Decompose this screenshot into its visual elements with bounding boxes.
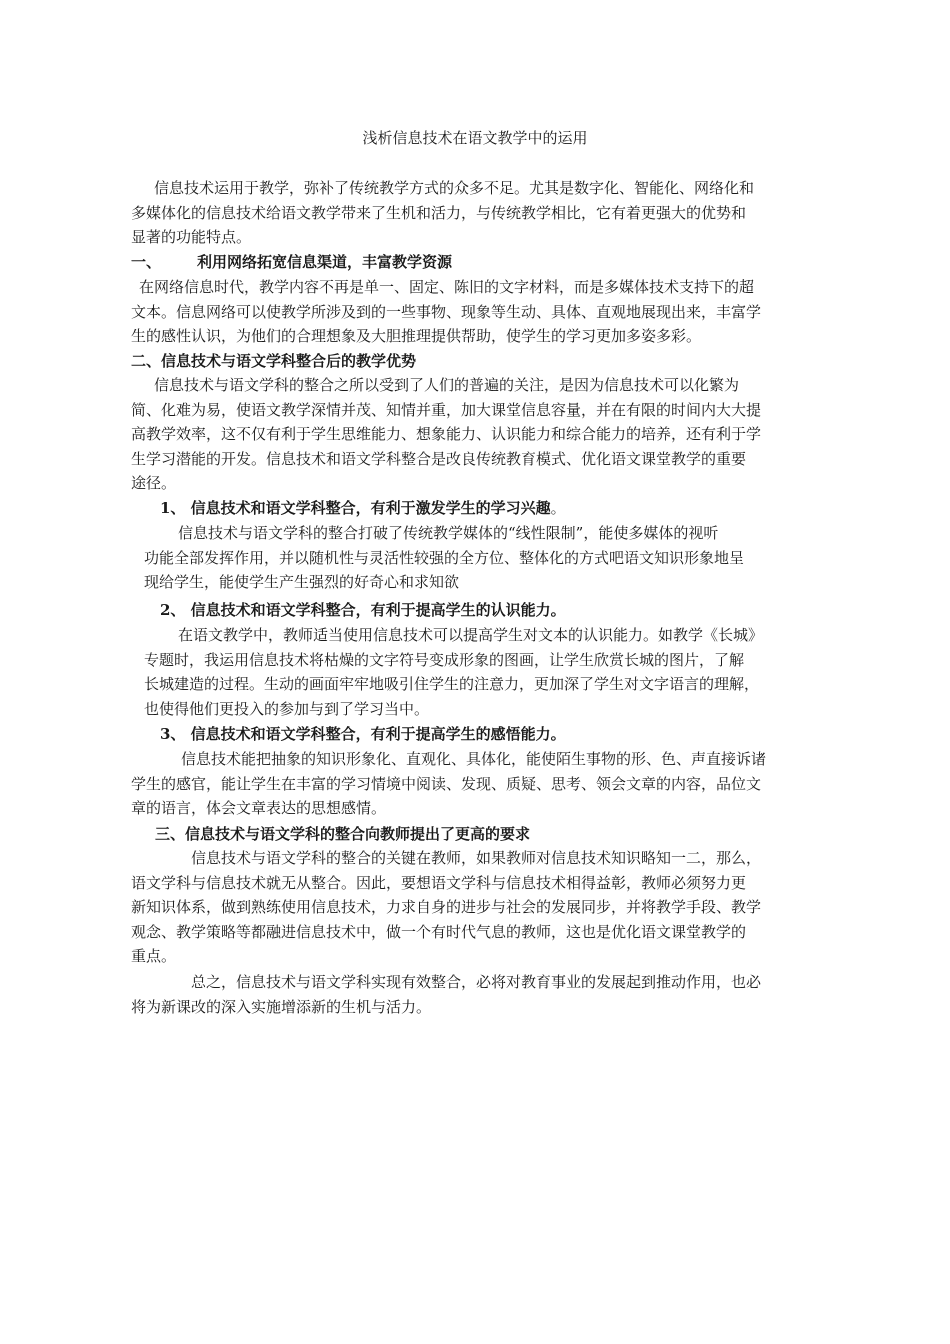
section-1-paragraph	[131, 275, 761, 349]
intro-paragraph	[131, 176, 754, 250]
text-line: 生的感性认识，为他们的合理想象及大胆推理提供帮助，使学生的学习更加多姿多彩。	[131, 327, 702, 345]
point-3-heading	[160, 722, 566, 747]
text-line: 信息技术与语文学科的整合之所以受到了人们的普遍的关注，是因为信息技术可以化繁为	[154, 376, 740, 394]
text-line: 生学习潜能的开发。信息技术和语文学科整合是改良传统教育模式、优化语文课堂教学的重要	[131, 449, 747, 468]
text-line: 功能全部发挥作用，并以随机性与灵活性较强的全方位、整体化的方式吧语文知识形象地呈	[144, 548, 745, 567]
section-3-heading	[155, 822, 530, 847]
section-1-heading	[131, 250, 452, 275]
text-line: 信息技术与语文学科的整合打破了传统教学媒体的“线性限制”，能使多媒体的视听	[178, 524, 719, 542]
text-line: 在网络信息时代，教学内容不再是单一、固定、陈旧的文字材料，而是多媒体技术支持下的超	[139, 278, 755, 296]
point-title: 2、 信息技术和语文学科整合，有利于提高学生的认识能力。	[160, 601, 566, 619]
section-2-paragraph	[131, 373, 761, 496]
text-line: 多媒体化的信息技术给语文教学带来了生机和活力，与传统教学相比，它有着更强大的优势和	[131, 203, 747, 222]
text-line: 高教学效率，这不仅有利于学生思维能力、想象能力、认识能力和综合能力的培养，还有利于学	[131, 425, 762, 443]
text-line: 显著的功能特点。	[131, 228, 252, 246]
document-title: 浅析信息技术在语文教学中的运用	[362, 129, 588, 147]
section-title: 三、信息技术与语文学科的整合向教师提出了更高的要求	[155, 825, 531, 843]
text-line: 新知识体系，做到熟练使用信息技术，力求自身的进步与社会的发展同步，并将教学手段、教学	[131, 898, 762, 916]
text-line: 将为新课改的深入实施增添新的生机与活力。	[131, 997, 432, 1016]
point-3-paragraph	[131, 747, 766, 821]
point-title: 3、 信息技术和语文学科整合，有利于提高学生的感悟能力。	[160, 725, 566, 743]
text-line: 也使得他们更投入的参加与到了学习当中。	[144, 699, 430, 718]
text-line: 信息技术运用于教学，弥补了传统教学方式的众多不足。尤其是数字化、智能化、网络化和	[154, 179, 755, 197]
section-title: 二、信息技术与语文学科整合后的教学优势	[131, 352, 417, 370]
point-1-heading	[160, 496, 566, 521]
point-title: 1、 信息技术和语文学科整合，有利于激发学生的学习兴趣	[160, 499, 551, 517]
text-line: 专题时，我运用信息技术将枯燥的文字符号变成形象的图画，让学生欣赏长城的图片，了解	[144, 650, 745, 669]
text-line: 重点。	[131, 947, 177, 965]
text-line: 文本。信息网络可以使教学所涉及到的一些事物、现象等生动、具体、直观地展现出来，丰富学	[131, 302, 762, 321]
conclusion-paragraph	[131, 970, 761, 1019]
point-1-paragraph	[144, 521, 744, 595]
section-title: 利用网络拓宽信息渠道，丰富教学资源	[197, 253, 453, 271]
point-2-paragraph	[144, 623, 763, 721]
point-2-heading	[160, 598, 566, 623]
text-line: 语文学科与信息技术就无从整合。因此，要想语文学科与信息技术相得益彰，教师必须努力更	[131, 873, 747, 892]
text-line: 章的语言，体会文章表达的思想感情。	[131, 799, 387, 817]
text-line: 简、化难为易，使语文教学深情并茂、知情并重，加大课堂信息容量，并在有限的时间内大大提	[131, 400, 762, 419]
text-line: 途径。	[131, 474, 177, 492]
text-line: 总之，信息技术与语文学科实现有效整合，必将对教育事业的发展起到推动作用，也必	[191, 973, 762, 991]
section-3-paragraph	[131, 846, 761, 969]
section-number: 一、	[131, 253, 162, 271]
text-line: 在语文教学中，教师适当使用信息技术可以提高学生对文本的认识能力。如教学《长城》	[178, 626, 764, 644]
text-line: 长城建造的过程。生动的画面牢牢地吸引住学生的注意力，更加深了学生对文字语言的理解，	[144, 675, 760, 693]
text-line: 信息技术能把抽象的知识形象化、直观化、具体化，能使陌生事物的形、色、声直接诉诸	[181, 750, 767, 768]
text-line: 信息技术与语文学科的整合的关键在教师，如果教师对信息技术知识略知一二，那么，	[191, 849, 762, 867]
text-line: 现给学生，能使学生产生强烈的好奇心和求知欲	[144, 573, 460, 591]
text-line: 观念、教学策略等都融进信息技术中，做一个有时代气息的教师，这也是优化语文课堂教学的	[131, 922, 747, 941]
section-2-heading	[131, 349, 416, 374]
text-line: 学生的感官，能让学生在丰富的学习情境中阅读、发现、质疑、思考、领会文章的内容，品位文	[131, 774, 762, 793]
point-title-end: 。	[550, 499, 566, 517]
